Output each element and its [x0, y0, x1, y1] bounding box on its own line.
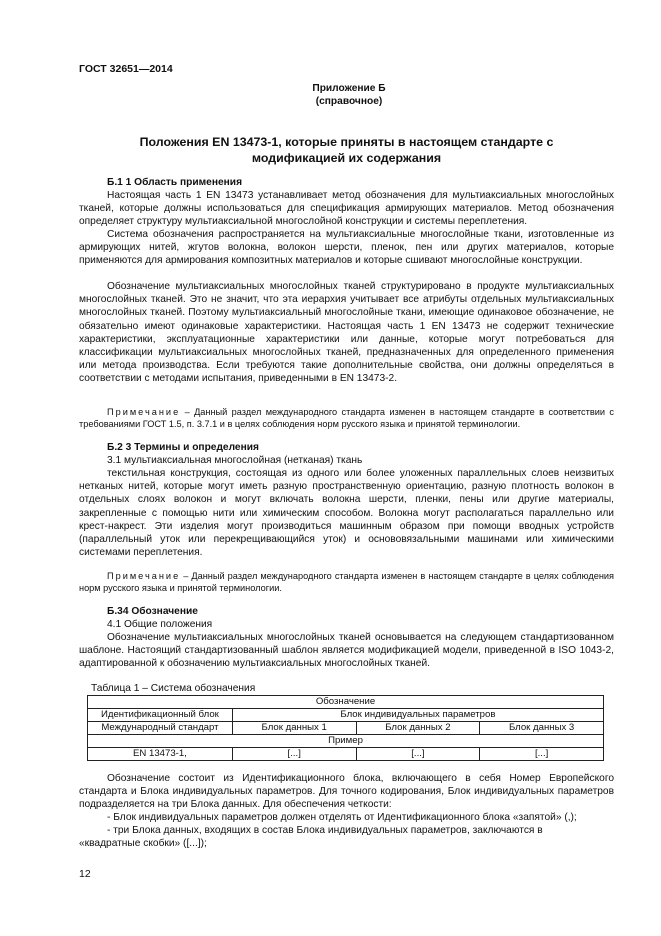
- subsection-title: 4.1 Общие положения: [107, 619, 213, 630]
- note-label: Примечание: [107, 407, 181, 417]
- appendix-note: (справочное): [315, 96, 383, 107]
- paragraph-b1-2: Система обозначения распространяется на мультиаксиальные многослойные ткани, изготовленные из армирующих нитей, жгутов волокна, волокон шерсти, пленок, пен или других материалов, которые применяются для армирования композитных материалов и которые сшивают многослойные конструкции.: [79, 229, 614, 267]
- table-cell: Обозначение: [88, 696, 604, 709]
- table-cell: Международный стандарт: [88, 722, 233, 735]
- paragraph-b34-1: Обозначение мультиаксиальных многослойных тканей основывается на следующем стандартизованном шаблоне. Настоящий стандартизованный шаблон является модификацией модели, приведенной в ISO 1043-2, адаптированной к обозначению мультиаксиальных многослойных тканей.: [79, 632, 614, 670]
- table-cell: Пример: [88, 735, 604, 748]
- note-text: – Данный раздел международного стандарта изменен в настоящем стандарте в соответствии с требованиями ГОСТ 1.5, п. 3.7.1 и в целях соблюдения норм русского языка и принятой терминологии.: [79, 407, 614, 429]
- paragraph-after-table: Обозначение состоит из Идентификационного блока, включающего в себя Номер Европейского стандарта и Блока индивидуальных параметров. Для точного кодирования, Блок индивидуальных параметров подразделяется на три Блока данных. Для обеспечения четкости:: [79, 773, 614, 811]
- note-text: – Данный раздел международного стандарта изменен в настоящем стандарте в целях соблюдения норм русского языка и принятой терминологии.: [79, 571, 614, 593]
- table-cell: Блок индивидуальных параметров: [232, 709, 603, 722]
- table-row: [88, 735, 604, 748]
- table-cell: EN 13473-1,: [88, 748, 233, 761]
- table-cell: [...]: [232, 748, 356, 761]
- note-label: Примечание: [107, 571, 181, 581]
- note-b2: [79, 570, 614, 594]
- table-row: [88, 748, 604, 761]
- table-row: [88, 709, 604, 722]
- paragraph-b2-1: текстильная конструкция, состоящая из одного или более уложенных параллельных слоев неизвитых нетканых нитей, которые могут иметь разную пространственную ориентацию, разную плотность волокон в отдельных слоях волокон и могут включать волокна шерсти, пленки, пены или другие материалы, закрепленные с помощью нити или химическим способом. Волокна могут располагаться параллельно или крест-накрест. Эти изделия могут производиться машинным образом при помощи вводных устройств (параллельный уток или перекрещивающийся уток) и основовязальными машинами или химическими системами переплетения.: [79, 468, 614, 559]
- document-title-line1: Положения EN 13473-1, которые приняты в настоящем стандарте с: [139, 135, 554, 149]
- section-heading-b2: Б.2 3 Термины и определения: [107, 442, 259, 453]
- appendix-label: Приложение Б: [312, 83, 386, 94]
- table-caption: Таблица 1 – Система обозначения: [91, 683, 256, 694]
- note-b1: [79, 406, 614, 430]
- page-number: 12: [79, 868, 91, 880]
- table-cell: Блок данных 1: [232, 722, 356, 735]
- list-item: - три Блока данных, входящих в состав Блока индивидуальных параметров, заключаются в: [107, 825, 543, 836]
- list-item-continuation: «квадратные скобки» ([...]);: [79, 838, 207, 849]
- paragraph-b1-3: Обозначение мультиаксиальных многослойных тканей структурировано в продукте мультиаксиальных многослойных тканей. Это не значит, что эта иерархия учитывает все атрибуты отдельных мультиаксиальных многослойных тканей. Поэтому мультиаксиальный многослойные ткани, имеющие одинаковое обозначение, не обязательно имеют одинаковые характеристики. Настоящая часть 1 EN 13473 не содержит технические характеристики, эксплуатационные характеристики или данные, которые могут потребоваться для классификации мультиаксиальных многослойных тканей, предназначенных для определенного применения или метода производства. Если требуются такие дополнительные свойства, они должны определяться в соответствии с методами испытания, приведенными в EN 13473-2.: [79, 281, 614, 385]
- table-cell: Идентификационный блок: [88, 709, 233, 722]
- table-row: [88, 722, 604, 735]
- list-item: - Блок индивидуальных параметров должен отделять от Идентификационного блока «запятой» (,);: [107, 812, 577, 823]
- term-title: 3.1 мультиаксиальная многослойная (нетканая) ткань: [107, 455, 363, 466]
- table-cell: [...]: [480, 748, 604, 761]
- standard-number: ГОСТ 32651—2014: [79, 63, 173, 75]
- document-title-line2: модификацией их содержания: [251, 151, 442, 165]
- table-cell: Блок данных 2: [356, 722, 480, 735]
- table-row: [88, 696, 604, 709]
- designation-table: [87, 695, 604, 761]
- table-cell: Блок данных 3: [480, 722, 604, 735]
- section-heading-b1: Б.1 1 Область применения: [107, 177, 243, 188]
- table-cell: [...]: [356, 748, 480, 761]
- paragraph-b1-1: Настоящая часть 1 EN 13473 устанавливает метод обозначения для мультиаксиальных многослойных тканей, которые должны использоваться для спецификация армирующих материалов. Метод обозначения определяет структуру мультиаксиальной многослойной конструкции и системы переплетения.: [79, 190, 614, 228]
- section-heading-b34: Б.34 Обозначение: [107, 606, 198, 617]
